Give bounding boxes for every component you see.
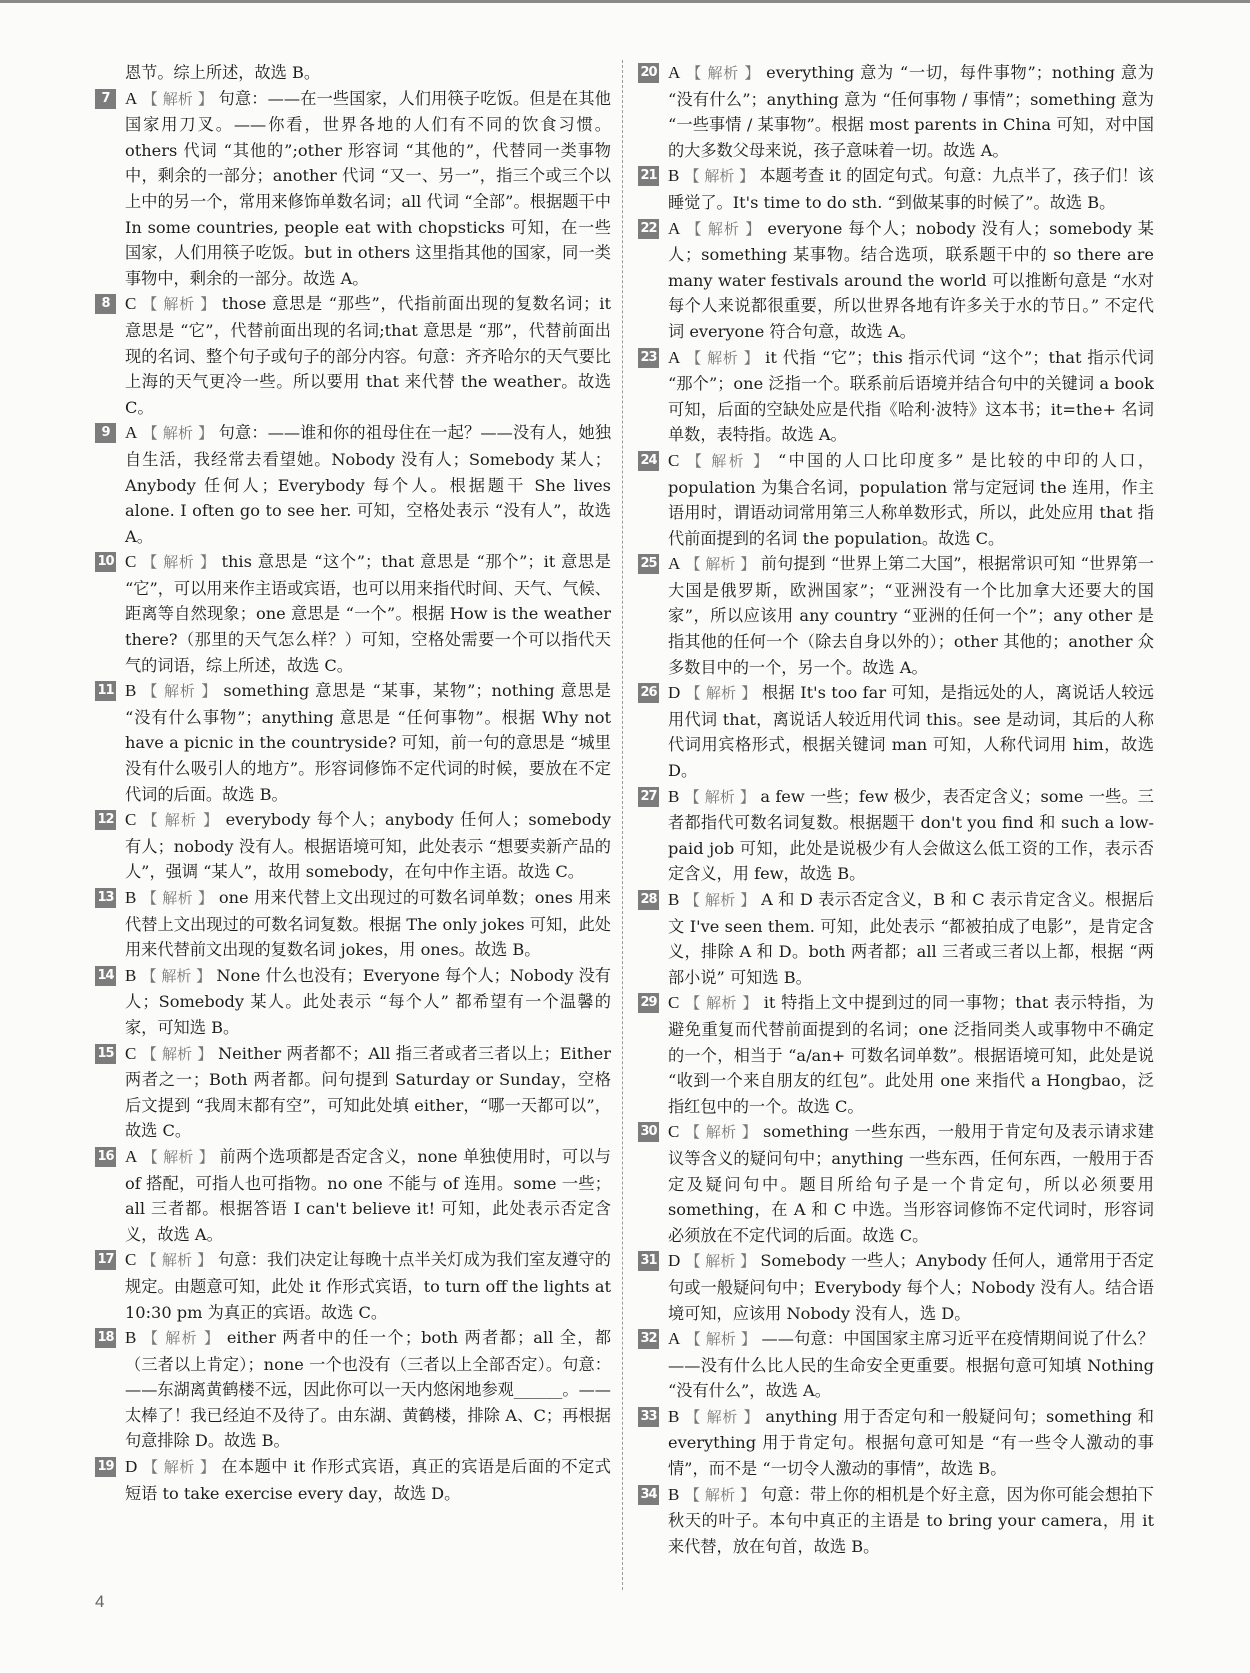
question-number-badge: 9 (95, 423, 116, 443)
question-number-badge: 8 (95, 294, 116, 314)
analysis-tag: 【 解析 】 (142, 89, 214, 108)
answer-letter: A (668, 554, 681, 574)
question-number-badge: 20 (638, 63, 659, 83)
analysis-tag: 【 解析 】 (141, 889, 214, 907)
analysis-text: Neither 两者都不；All 指三者或者三者以上；Either 两者之一；Both 两者都。问句提到 Saturday or Sunday，空格后文提到 “我周末都有空”，可知此处填 either，“哪一天都可以”，故选 C。 (125, 1043, 611, 1141)
analysis-tag: 【 解析 】 (686, 451, 771, 470)
answer-item (95, 291, 611, 420)
analysis-text: 本题考查 it 的固定句式。句意：九点半了，孩子们！该睡觉了。It's time to do sth. “到做某事的时候了”。故选 B。 (668, 166, 1154, 212)
analysis-text: 句意：带上你的相机是个好主意，因为你可能会想拍下秋天的叶子。本句中真正的主语是 to bring your camera，用 it 来代替，放在句首，故选 B。 (668, 1484, 1154, 1556)
analysis-text: either 两者中的任一个；both 两者都；all 全，都（三者以上肯定）；none 一个也没有（三者以上全部否定）。句意：——东湖离黄鹤楼不远，因此你可以一天内悠闲地参观______。——太棒了！我已经迫不及待了。由东湖、黄鹤楼，排除 A、C；再根据句意排除 D。故选 B。 (125, 1328, 612, 1451)
answer-letter: C (125, 552, 137, 572)
answer-letter: C (668, 993, 680, 1013)
column-divider (622, 60, 623, 1590)
answer-item (638, 1404, 1154, 1482)
answer-item (95, 1144, 611, 1247)
analysis-text: this 意思是 “这个”；that 意思是 “那个”；it 意思是 “它”，可以用来作主语或宾语，也可以用来指代时间、天气、气候、距离等自然现象；one 意思是 “一个”。根据 How is the weather there?（那里的天气怎么样？）可知，空格处需要一个可以指代天气的词语，综上所述，故选 C。 (125, 552, 611, 675)
answer-item (95, 1325, 611, 1454)
answer-item (95, 420, 611, 549)
answer-item (95, 807, 611, 885)
analysis-tag: 【 解析 】 (141, 1044, 213, 1063)
question-number-badge: 19 (95, 1457, 116, 1477)
analysis-tag: 【 解析 】 (685, 1407, 760, 1426)
analysis-text: everybody 每个人；anybody 任何人；somebody 有人；nobody 没有人。根据语境可知，此处表示 “想要卖新产品的人”，强调 “某人”，故用 somebody，在句中作主语。故选 C。 (125, 810, 611, 882)
analysis-text: something 一些东西，一般用于肯定句及表示请求建议等含义的疑问句中；anything 一些东西，任何东西，一般用于否定及疑问句中。题目所给句子是一个肯定句，所以必须要用 something，在 A 和 C 中选。当形容词修饰不定代词时，形容词必须放在不定代词的后面。故选 C。 (668, 1122, 1154, 1245)
analysis-text: A 和 D 表示否定含义，B 和 C 表示肯定含义。根据后文 I've seen them. 可知，此处表示 “都被拍成了电影”，是肯定含义，排除 A 和 D。both 两者都；all 三者或三者以上都，根据 “两部小说” 可知选 B。 (668, 890, 1155, 987)
answer-item (95, 1247, 611, 1325)
answer-letter: A (125, 423, 138, 443)
question-number-badge: 10 (95, 552, 116, 572)
analysis-tag: 【 解析 】 (142, 1458, 216, 1477)
analysis-tag: 【 解析 】 (142, 811, 220, 830)
question-number-badge: 11 (95, 681, 116, 701)
answer-item (638, 680, 1154, 783)
question-number-badge: 29 (638, 993, 659, 1013)
answer-letter: C (668, 1122, 680, 1142)
answer-item (95, 885, 611, 963)
analysis-text: it 代指 “它”；this 指示代词 “这个”；that 指示代词 “那个”；one 泛指一个。联系前后语境并结合句中的关键词 a book 可知，后面的空缺处应是代指《哈利·波特》这本书；it=the+ 名词单数，表特指。故选 A。 (668, 347, 1154, 445)
answer-item (638, 1248, 1154, 1326)
analysis-text: “中国的人口比印度多” 是比较的中印的人口，population 为集合名词，population 常与定冠词 the 连用，作主语用时，谓语动词常用第三人称单数形式，所以，此处应用 that 指代前面提到的名词 the population。故选 C。 (668, 450, 1155, 548)
analysis-tag: 【 解析 】 (142, 553, 216, 572)
question-number-badge: 25 (638, 554, 659, 574)
answer-item (638, 345, 1154, 448)
question-number-badge: 22 (638, 219, 659, 239)
analysis-text: 句意：——谁和你的祖母住在一起？——没有人，她独自生活，我经常去看望她。Nobody 没有人；Somebody 某人；Anybody 任何人；Everybody 每个人。根据题干 She lives alone. I often go to see her. 可知，空格处表示 “没有人”，故选 A。 (125, 423, 612, 546)
answer-letter: C (125, 1250, 137, 1270)
question-number-badge: 15 (95, 1044, 116, 1064)
answer-letter: B (125, 965, 137, 985)
answer-item (638, 1482, 1154, 1560)
answer-item (638, 990, 1154, 1119)
analysis-tag: 【 解析 】 (142, 1147, 215, 1166)
analysis-tag: 【 解析 】 (684, 891, 756, 909)
answer-letter: C (668, 450, 680, 470)
analysis-text: one 用来代替上文出现过的可数名词单数；ones 用来代替上文出现过的可数名词复数。根据 The only jokes 可知，此处用来代替前文出现的复数名词 jokes，用 ones。故选 B。 (125, 888, 611, 960)
answer-item (95, 1454, 611, 1506)
analysis-text: something 意思是 “某事，某物”；nothing 意思是 “没有什么事物”；anything 意思是 “任何事物”。根据 Why not have a picnic in the countryside? 可知，前一句的意思是 “城里没有什么吸引人的地方”。形容词修饰不定代词的时候，要放在不定代词的后面。故选 B。 (125, 681, 611, 804)
analysis-tag: 【 解析 】 (685, 994, 759, 1013)
answer-letter: B (668, 890, 680, 909)
answer-letter: C (125, 1043, 137, 1063)
analysis-tag: 【 解析 】 (685, 1252, 756, 1271)
question-number-badge: 21 (638, 166, 659, 186)
answer-letter: D (668, 1251, 681, 1271)
answer-letter: B (668, 1484, 680, 1504)
answer-item (638, 448, 1154, 551)
answer-letter: D (125, 1457, 138, 1477)
question-number-badge: 28 (638, 890, 659, 910)
answer-letter: B (668, 1406, 680, 1426)
analysis-tag: 【 解析 】 (686, 64, 761, 82)
answer-item (638, 551, 1154, 680)
answer-letter: A (668, 347, 681, 367)
question-number-badge: 14 (95, 966, 116, 986)
analysis-tag: 【 解析 】 (685, 555, 756, 574)
answer-letter: A (668, 63, 681, 82)
question-number-badge: 27 (638, 787, 659, 807)
question-number-badge: 16 (95, 1147, 116, 1167)
analysis-tag: 【 解析 】 (685, 684, 757, 703)
answer-letter: A (125, 88, 138, 108)
question-number-badge: 32 (638, 1329, 659, 1349)
analysis-text: Somebody 一些人；Anybody 任何人，通常用于否定句或一般疑问句中；Everybody 每个人；Nobody 没有人。结合语境可知，应该用 Nobody 没有人，选 D。 (668, 1251, 1154, 1323)
question-number-badge: 24 (638, 451, 659, 471)
question-number-badge: 30 (638, 1122, 659, 1142)
question-number-badge: 23 (638, 348, 659, 368)
analysis-tag: 【 解析 】 (142, 295, 216, 314)
answer-letter: B (125, 1328, 137, 1348)
analysis-text: everyone 每个人；nobody 没有人；somebody 某人；something 某事物。结合选项，联系题干中的 so there are many water festivals around the world 可以推断句意是 “水对每个人来说都很重要，所以世界各地有许多关于水的节日。” 不定代词 everyone 符合句意，故选 A。 (668, 218, 1154, 341)
answer-letter: D (668, 683, 681, 703)
analysis-text: 前两个选项都是否定含义，none 单独使用时，可以与 of 搭配，可指人也可指物。no one 不能与 of 连用。some 一些；all 三者都。根据答语 I can't believe it! 可知，此处表示否定含义，故选 A。 (125, 1146, 611, 1244)
answer-letter: C (125, 294, 137, 314)
analysis-text: it 特指上文中提到过的同一事物；that 表示特指，为避免重复而代替前面提到的名词；one 泛指同类人或事物中不确定的一个，相当于 “a/an+ 可数名词单数”。根据语境可知，此处是说 “收到一个来自朋友的红包”。此处用 one 来指代 a Hongbao，泛指红包中的一个。故选 C。 (668, 993, 1154, 1116)
analysis-text: 根据 It's too far 可知，是指远处的人，离说话人较远用代词 that，离说话人较近用代词 this。see 是动词，其后的人称代词用宾格形式，根据关键词 man 可知，人称代词用 him，故选 D。 (668, 683, 1154, 781)
answer-item (638, 784, 1154, 887)
answer-letter: B (125, 681, 137, 701)
answer-letter: A (125, 1146, 138, 1166)
answer-item (638, 1326, 1154, 1404)
answer-item (638, 216, 1154, 345)
left-answer-list (95, 86, 611, 1507)
analysis-tag: 【 解析 】 (142, 1329, 221, 1348)
analysis-tag: 【 解析 】 (684, 1123, 758, 1142)
answer-letter: B (668, 786, 680, 806)
analysis-tag: 【 解析 】 (141, 966, 212, 985)
analysis-tag: 【 解析 】 (686, 219, 762, 238)
analysis-text: 句意：我们决定让每晚十点半关灯成为我们室友遵守的规定。由题意可知，此处 it 作形式宾语，to turn off the lights at 10:30 pm 为真正的宾语。故选 C。 (125, 1250, 611, 1322)
top-rule (0, 0, 1250, 3)
analysis-text: a few 一些；few 极少，表否定含义；some 一些。三者都指代可数名词复数。根据题干 don't you find 和 such a low-paid job 可知，此处是说极少有人会做这么低工资的工作，表示否定含义，用 few，故选 B。 (668, 786, 1154, 884)
question-number-badge: 13 (95, 888, 116, 908)
question-number-badge: 7 (95, 89, 116, 109)
analysis-tag: 【 解析 】 (684, 167, 755, 186)
answer-item (638, 60, 1154, 163)
answer-item (638, 163, 1154, 215)
answer-letter: B (125, 888, 137, 907)
left-column (95, 60, 611, 1506)
analysis-text: 前句提到 “世界上第二大国”，根据常识可知 “世界第一大国是俄罗斯，欧洲国家”；“亚洲没有一个比加拿大还要大的国家”，所以应该用 any country “亚洲的任何一个”；any other 是指其他的任何一个（除去自身以外的）；other 其他的；another 众多数目中的一个，另一个。故选 A。 (668, 554, 1154, 677)
continuation-text: 恩节。综上所述，故选 B。 (125, 63, 321, 82)
analysis-text: anything 用于否定句和一般疑问句；something 和 everything 用于肯定句。根据句意可知是 “有一些令人激动的事情”，而不是 “一切令人激动的事情”，故选 B。 (668, 1406, 1154, 1479)
answer-item (95, 86, 611, 292)
answer-item (95, 963, 611, 1041)
analysis-tag: 【 解析 】 (685, 1330, 757, 1349)
analysis-text: 在本题中 it 作形式宾语，真正的宾语是后面的不定式短语 to take exercise every day，故选 D。 (125, 1457, 611, 1503)
question-number-badge: 31 (638, 1251, 659, 1271)
analysis-tag: 【 解析 】 (141, 1251, 213, 1270)
right-answer-list (638, 60, 1154, 1559)
analysis-tag: 【 解析 】 (686, 348, 760, 367)
question-number-badge: 26 (638, 683, 659, 703)
analysis-text: 句意：——在一些国家，人们用筷子吃饭。但是在其他国家用刀叉。——你看，世界各地的人们有不同的饮食习惯。others 代词 “其他的”;other 形容词 “其他的”，代替同一类事物中，剩余的一部分；another 代词 “又一、另一”，指三个或三个以上中的另一个，常用来修饰单数名词；all 代词 “全部”。根据题干中 In some countries, people eat with chopsticks 可知，在一些国家，人们用筷子吃饭。but in others 这里指其他的国家，同一类事物中，剩余的一部分。故选 A。 (125, 88, 611, 288)
question-number-badge: 33 (638, 1407, 659, 1427)
answer-item (95, 678, 611, 807)
page-number: 4 (95, 1592, 105, 1611)
answer-letter: A (668, 218, 681, 238)
analysis-text: ——句意：中国国家主席习近平在疫情期间说了什么？——没有什么比人民的生命安全更重要。根据句意可知填 Nothing “没有什么”，故选 A。 (668, 1329, 1154, 1401)
analysis-text: everything 意为 “一切，每件事物”；nothing 意为 “没有什么”；anything 意为 “任何事物 / 事情”；something 意为 “一些事情 / 某事物”。根据 most parents in China 可知，对中国的大多数父母来说，孩子意味着一切。故选 A。 (668, 63, 1154, 160)
question-number-badge: 34 (638, 1485, 659, 1505)
answer-letter: C (125, 810, 137, 830)
answer-item (638, 887, 1154, 990)
answer-item (638, 1119, 1154, 1248)
analysis-tag: 【 解析 】 (684, 787, 756, 806)
answer-letter: A (668, 1329, 681, 1349)
answer-item (95, 549, 611, 678)
answer-letter: B (668, 166, 680, 186)
question-number-badge: 12 (95, 810, 116, 830)
analysis-tag: 【 解析 】 (684, 1485, 756, 1504)
analysis-text: those 意思是 “那些”，代指前面出现的复数名词；it 意思是 “它”，代替前面出现的名词;that 意思是 “那”，代替前面出现的名词、整个句子或句子的部分内容。句意：齐齐哈尔的天气要比上海的天气更冷一些。所以要用 that 来代替 the weather。故选 C。 (125, 294, 611, 417)
analysis-tag: 【 解析 】 (142, 424, 214, 443)
analysis-tag: 【 解析 】 (142, 682, 218, 701)
analysis-text: None 什么也没有；Everyone 每个人；Nobody 没有人；Somebody 某人。此处表示 “每个人” 都希望有一个温馨的家，可知选 B。 (125, 965, 611, 1037)
answer-item (95, 1041, 611, 1144)
right-column (638, 60, 1154, 1559)
question-number-badge: 18 (95, 1328, 116, 1348)
question-number-badge: 17 (95, 1250, 116, 1270)
